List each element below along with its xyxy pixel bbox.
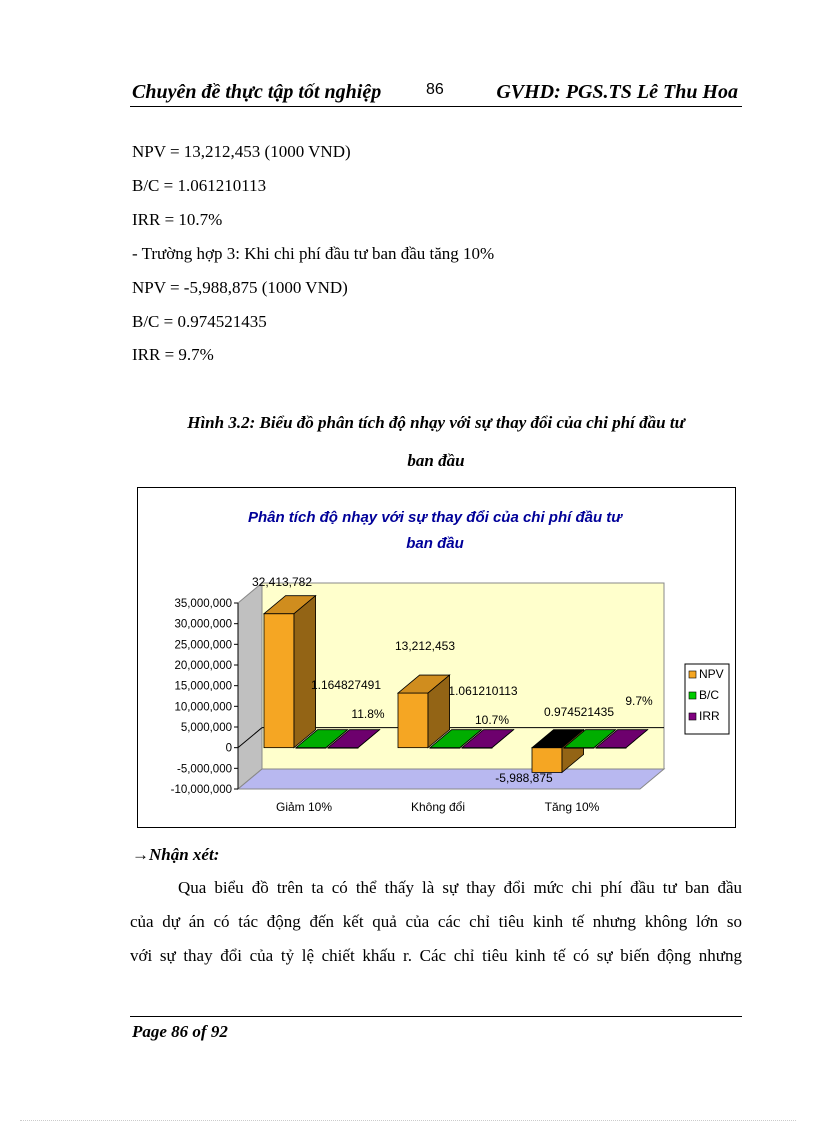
- npv-line-case2: NPV = 13,212,453 (1000 VND): [132, 142, 351, 161]
- npv-line-case3: NPV = -5,988,875 (1000 VND): [132, 278, 348, 297]
- page-footer: Page 86 of 92: [132, 1022, 228, 1041]
- chart-title-line2: ban đầu: [406, 535, 464, 552]
- data-label-npv: 32,413,782: [251, 575, 313, 589]
- page-header: [130, 78, 742, 108]
- x-tick-label: Tăng 10%: [544, 800, 600, 814]
- footer-rule: [130, 1016, 742, 1017]
- case3-heading: - Trường hợp 3: Khi chi phí đầu tư ban đầu tăng 10%: [132, 244, 495, 263]
- bc-line-case3: B/C = 0.974521435: [132, 312, 267, 331]
- figure-caption-line1: Hình 3.2: Biểu đồ phân tích độ nhạy với sự thay đổi của chi phí đầu tư: [187, 413, 685, 432]
- y-tick-label: 15,000,000: [174, 680, 232, 693]
- figure-caption-line2: ban đầu: [407, 451, 465, 470]
- legend-swatch: [689, 671, 696, 678]
- data-label-npv: -5,988,875: [495, 771, 553, 785]
- data-label-bc: 1.164827491: [310, 678, 382, 692]
- y-tick-label: -5,000,000: [177, 763, 232, 776]
- legend-swatch: [689, 713, 696, 720]
- header-title: Chuyên đề thực tập tốt nghiệp: [132, 81, 382, 103]
- header-page-number: 86: [426, 81, 444, 98]
- paragraph-line-3: với sự thay đổi của tỷ lệ chiết khấu r. Các chỉ tiêu kinh tế có sự biến động nhưng: [130, 946, 742, 965]
- plot-area: [171, 575, 729, 814]
- bar-npv-side: [294, 596, 316, 748]
- bar-npv-front: [264, 614, 294, 748]
- y-tick-label: 25,000,000: [174, 639, 232, 652]
- data-label-bc: 0.974521435: [543, 705, 615, 719]
- legend-label: IRR: [699, 709, 720, 723]
- y-tick-label: 5,000,000: [180, 722, 232, 734]
- irr-line-case3: IRR = 9.7%: [132, 345, 214, 364]
- header-supervisor: GVHD: PGS.TS Lê Thu Hoa: [496, 81, 738, 103]
- data-label-irr: 10.7%: [474, 713, 510, 727]
- data-label-irr: 9.7%: [625, 694, 653, 708]
- bc-line-case2: B/C = 1.061210113: [132, 176, 267, 195]
- remark-heading: [132, 845, 219, 865]
- header-rule: [130, 106, 742, 107]
- y-tick-label: 35,000,000: [174, 598, 232, 610]
- paragraph-line-2: của dự án có tác động đến kết quả của các chỉ tiêu kinh tế nhưng không lớn so: [130, 912, 742, 931]
- data-label-npv: 13,212,453: [394, 639, 456, 653]
- bar-npv-front: [398, 693, 428, 748]
- x-tick-label: Không đổi: [410, 800, 466, 814]
- chart-frame: [137, 487, 736, 828]
- y-tick-label: 10,000,000: [174, 701, 232, 714]
- y-tick-label: 30,000,000: [174, 618, 232, 631]
- legend-swatch: [689, 692, 696, 699]
- legend-label: NPV: [699, 667, 724, 681]
- chart-svg: [138, 488, 735, 827]
- remark-label: Nhận xét:: [149, 845, 220, 864]
- irr-line-case2: IRR = 10.7%: [132, 210, 223, 229]
- y-tick-label: 0: [225, 742, 232, 755]
- chart-floor: [238, 769, 664, 789]
- paragraph-line-1: Qua biểu đồ trên ta có thể thấy là sự thay đổi mức chi phí đầu tư ban đầu: [178, 878, 742, 897]
- data-label-bc: 1.061210113: [448, 684, 518, 698]
- y-tick-label: 20,000,000: [174, 660, 232, 672]
- chart-side-wall: [238, 583, 262, 789]
- chart-title-line1: Phân tích độ nhạy với sự thay đổi của chi phí đầu tư: [247, 509, 623, 526]
- data-label-irr: 11.8%: [351, 707, 385, 721]
- page-bottom-border: [20, 1120, 796, 1121]
- bar-npv-front: [532, 748, 562, 773]
- x-tick-label: Giảm 10%: [275, 800, 333, 814]
- legend-label: B/C: [699, 688, 720, 702]
- y-tick-label: -10,000,000: [170, 784, 232, 796]
- arrow-icon: →: [132, 845, 149, 864]
